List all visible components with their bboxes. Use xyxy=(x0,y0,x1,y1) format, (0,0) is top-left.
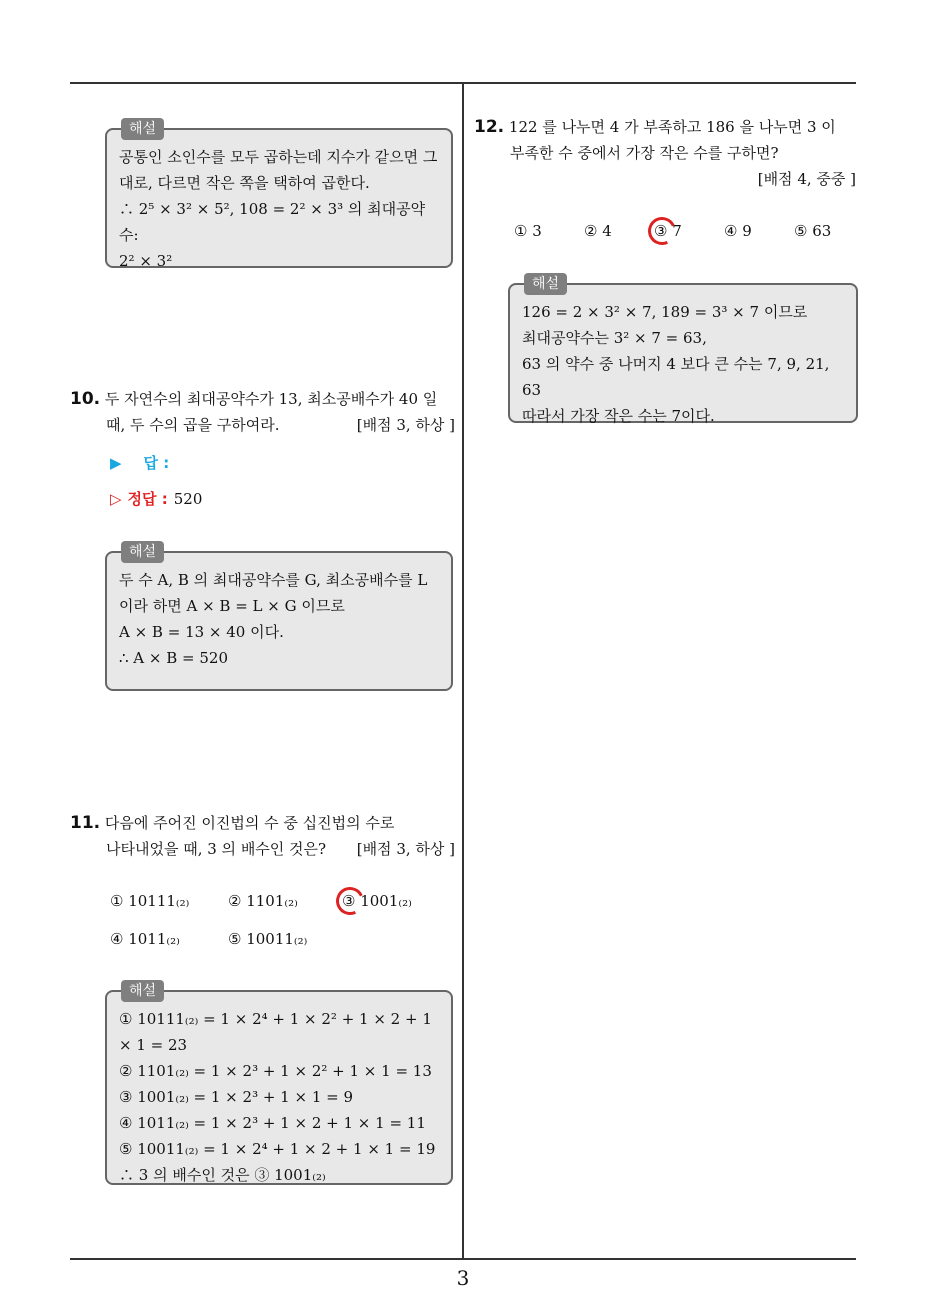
solution-line: ∴ 3 의 배수인 것은 ③ 1001₍₂₎ xyxy=(119,1166,326,1184)
solution-line: 따라서 가장 작은 수는 7이다. xyxy=(522,407,715,425)
solution-line: ④ 1011₍₂₎ = 1 × 2³ + 1 × 2 + 1 × 1 = 11 xyxy=(119,1114,426,1132)
solution-line: 두 수 A, B 의 최대공약수를 G, 최소공배수를 L xyxy=(119,571,428,589)
solution-label: 해설 xyxy=(121,118,164,140)
question-meta: [배점 3, 하상 ] xyxy=(356,840,455,858)
question-text: 두 자연수의 최대공약수가 13, 최소공배수가 40 일 xyxy=(104,390,438,408)
question-text: 부족한 수 중에서 가장 작은 수를 구하면? xyxy=(510,144,779,162)
solution-label: 해설 xyxy=(524,273,567,295)
answer-row xyxy=(110,452,169,473)
choice-3-label: ③ 1001₍₂₎ xyxy=(342,892,412,910)
choice-2[interactable]: ② 1101₍₂₎ xyxy=(228,892,298,910)
correct-answer-label: 정답 : xyxy=(127,490,168,508)
solution-line: ⑤ 10011₍₂₎ = 1 × 2⁴ + 1 × 2 + 1 × 1 = 19 xyxy=(119,1140,436,1158)
solution-line: ③ 1001₍₂₎ = 1 × 2³ + 1 × 1 = 9 xyxy=(119,1088,354,1106)
question-number: 10. xyxy=(70,389,101,409)
solution-label: 해설 xyxy=(121,541,164,563)
correct-circle-icon xyxy=(332,883,368,919)
choice-4[interactable]: ④ 9 xyxy=(724,222,752,240)
choice-3-label: ③ 7 xyxy=(654,222,682,240)
solution-line: 대로, 다르면 작은 쪽을 택하여 곱한다. xyxy=(119,174,370,192)
question-text: 다음에 주어진 이진법의 수 중 십진법의 수로 xyxy=(104,814,395,832)
solution-line: 2² × 3² xyxy=(119,252,173,270)
choice-3[interactable] xyxy=(342,892,412,910)
correct-answer-row xyxy=(110,488,202,509)
column-divider xyxy=(462,83,464,1259)
solution-line: A × B = 13 × 40 이다. xyxy=(119,623,284,641)
solution-label: 해설 xyxy=(121,980,164,1002)
answer-label: 답 : xyxy=(143,454,170,472)
bottom-rule xyxy=(70,1258,856,1260)
question-meta: [배점 4, 중중 ] xyxy=(757,170,856,188)
solution-line: 126 = 2 × 3² × 7, 189 = 3³ × 7 이므로 xyxy=(522,303,808,321)
question-10 xyxy=(70,386,455,438)
solution-line: ∴ A × B = 520 xyxy=(119,649,229,667)
solution-line: ① 10111₍₂₎ = 1 × 2⁴ + 1 × 2² + 1 × 2 + 1 × 1 = 23 xyxy=(119,1010,432,1054)
q10-solution-box xyxy=(105,544,453,691)
question-text: 때, 두 수의 곱을 구하여라. xyxy=(106,416,280,434)
solution-line: ∴ 2⁵ × 3² × 5², 108 = 2² × 3³ 의 최대공약수: xyxy=(119,200,426,244)
answer-marker-icon: ▶ xyxy=(110,454,122,472)
choice-3[interactable] xyxy=(654,222,682,240)
correct-circle-icon xyxy=(644,213,680,249)
choice-2[interactable]: ② 4 xyxy=(584,222,612,240)
choice-5[interactable]: ⑤ 63 xyxy=(794,222,832,240)
solution-line: ② 1101₍₂₎ = 1 × 2³ + 1 × 2² + 1 × 1 = 13 xyxy=(119,1062,432,1080)
solution-line: 63 의 약수 중 나머지 4 보다 큰 수는 7, 9, 21, 63 xyxy=(522,355,830,399)
question-11 xyxy=(70,810,455,862)
correct-marker-icon: ▷ xyxy=(110,490,122,508)
q11-solution-box xyxy=(105,983,453,1185)
choice-1[interactable]: ① 10111₍₂₎ xyxy=(110,892,190,910)
q12-solution-box xyxy=(508,276,858,425)
choice-4[interactable]: ④ 1011₍₂₎ xyxy=(110,930,180,948)
page-number: 3 xyxy=(456,1266,470,1290)
correct-answer-value: 520 xyxy=(173,490,203,508)
choice-1[interactable]: ① 3 xyxy=(514,222,542,240)
question-number: 12. xyxy=(474,117,505,137)
solution-line: 이라 하면 A × B = L × G 이므로 xyxy=(119,597,345,615)
question-12 xyxy=(474,114,856,192)
q9-solution-box xyxy=(105,121,453,270)
solution-line: 최대공약수는 3² × 7 = 63, xyxy=(522,329,707,347)
question-number: 11. xyxy=(70,813,101,833)
question-meta: [배점 3, 하상 ] xyxy=(356,416,455,434)
solution-line: 공통인 소인수를 모두 곱하는데 지수가 같으면 그 xyxy=(119,148,438,166)
question-text: 나타내었을 때, 3 의 배수인 것은? xyxy=(106,840,327,858)
question-text: 122 를 나누면 4 가 부족하고 186 을 나누면 3 이 xyxy=(508,118,836,136)
choice-5[interactable]: ⑤ 10011₍₂₎ xyxy=(228,930,308,948)
